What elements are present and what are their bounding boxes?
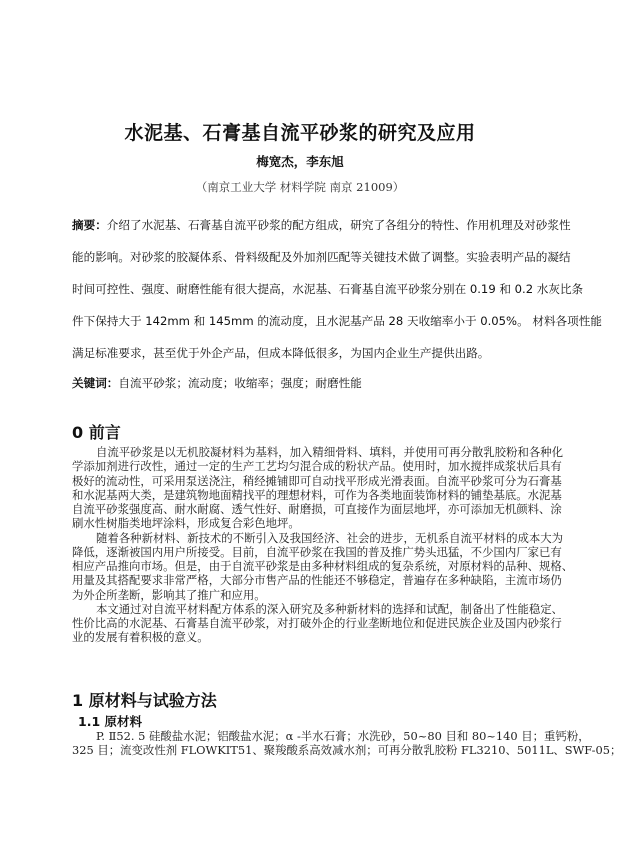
subsection-heading-raw-materials: 1.1 原材料 bbox=[78, 714, 142, 729]
keywords-text: 自流平砂浆；流动度；收缩率；强度；耐磨性能 bbox=[118, 376, 362, 390]
introduction-body bbox=[72, 445, 574, 645]
paragraph-line: 刷水性树脂类地坪涂料，形成复合彩色地坪。 bbox=[72, 516, 300, 531]
paragraph-line: 自流平砂浆强度高、耐水耐腐、透气性好、耐磨损，可直接作为面层地坪，亦可添加无机颜料、涂 bbox=[72, 502, 562, 516]
keywords-label: 关键词： bbox=[72, 376, 119, 390]
paragraph-line: 极好的流动性，可采用泵送浇注，稍经摊铺即可自动找平形成光滑表面。自流平砂浆可分为石膏基 bbox=[72, 473, 562, 488]
raw-materials-body bbox=[72, 729, 621, 758]
abstract-line: 时间可控性、强度、耐磨性能有很大提高，水泥基、石膏基自流平砂浆分别在 0.19 和 0.2 水灰比条 bbox=[72, 282, 584, 296]
paragraph-line: 和水泥基两大类，是建筑物地面精找平的理想材料，可作为各类地面装饰材料的铺垫基底。水泥基 bbox=[72, 487, 562, 502]
paragraph-line: 325 目；流变改性剂 FLOWKIT51、聚羧酸系高效减水剂；可再分散乳胶粉 FL3210、5011L、SWF-05； bbox=[72, 743, 621, 758]
abstract-line: 能的影响。对砂浆的胶凝体系、骨料级配及外加剂匹配等关键技术做了调整。实验表明产品的凝结 bbox=[72, 250, 571, 264]
paper-title: 水泥基、石膏基自流平砂浆的研究及应用 bbox=[124, 122, 476, 144]
abstract-line: 件下保持大于 142mm 和 145mm 的流动度，且水泥基产品 28 天收缩率小于 0.05%。 材料各项性能 bbox=[72, 314, 602, 328]
paragraph-line: 随着各种新材料、新技术的不断引入及我国经济、社会的进步，无机系自流平材料的成本大为 bbox=[96, 530, 564, 545]
paragraph-line: 自流平砂浆是以无机胶凝材料为基料，加入精细骨料、填料，并使用可再分散乳胶粉和各种化 bbox=[96, 445, 564, 459]
paragraph-line: 性价比高的水泥基、石膏基自流平砂浆，对打破外企的行业垄断地位和促进民族企业及国内砂浆行 bbox=[72, 616, 562, 630]
paragraph-line: 学添加剂进行改性，通过一定的生产工艺均匀混合成的粉状产品。使用时，加水搅拌成浆状后具有 bbox=[72, 459, 562, 474]
authors: 梅宽杰，李东旭 bbox=[256, 154, 344, 169]
abstract-line: 介绍了水泥基、石膏基自流平砂浆的配方组成，研究了各组分的特性、作用机理及对砂浆性 bbox=[106, 218, 571, 232]
paragraph-line: 用量及其搭配要求非常严格，大部分市售产品的性能还不够稳定，普遍存在多种缺陷，主流市场仍 bbox=[72, 573, 562, 588]
affiliation: （南京工业大学 材料学院 南京 21009） bbox=[195, 180, 405, 194]
paragraph-line: P. Ⅱ52. 5 硅酸盐水泥；铝酸盐水泥；α -半水石膏；水洗砂，50~80 目和 80~140 目；重钙粉， bbox=[96, 729, 590, 743]
paragraph-line: 业的发展有着积极的意义。 bbox=[72, 630, 209, 645]
abstract bbox=[72, 216, 602, 376]
abstract-line: 满足标准要求，甚至优于外企产品，但成本降低很多，为国内企业生产提供出路。 bbox=[72, 346, 490, 360]
keywords bbox=[72, 375, 362, 391]
paragraph-line: 为外企所垄断，影响其了推广和应用。 bbox=[72, 587, 266, 602]
paragraph-line: 本文通过对自流平材料配方体系的深入研究及多种新材料的选择和试配，制备出了性能稳定、 bbox=[96, 601, 564, 616]
paragraph-line: 降低，逐渐被国内用户所接受。目前，自流平砂浆在我国的普及推广势头迅猛，不少国内厂家已有 bbox=[72, 544, 562, 559]
paragraph-line: 相应产品推向市场。但是，由于自流平砂浆是由多种材料组成的复杂系统，对原材料的品种、规格、 bbox=[72, 559, 574, 573]
section-heading-materials-methods: 1 原材料与试验方法 bbox=[72, 691, 217, 710]
abstract-label: 摘要： bbox=[72, 218, 107, 232]
section-heading-introduction: 0 前言 bbox=[72, 423, 121, 442]
